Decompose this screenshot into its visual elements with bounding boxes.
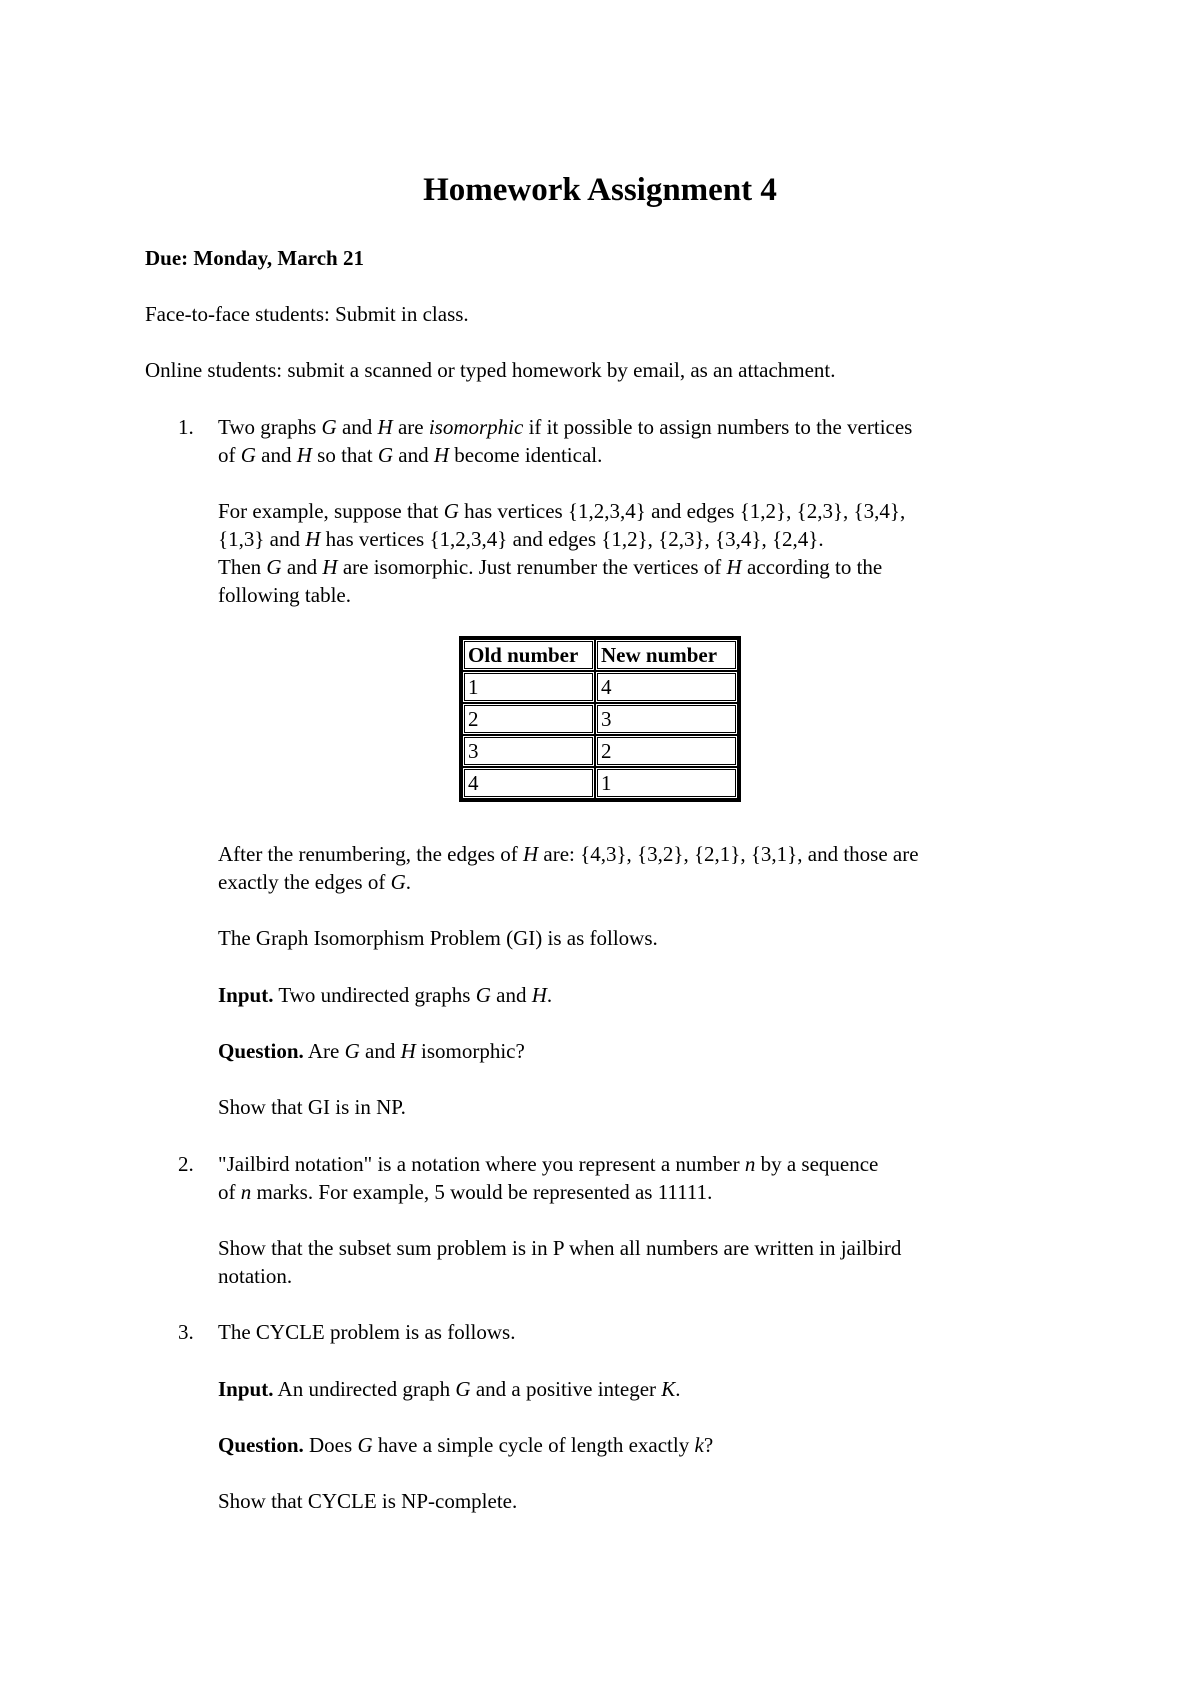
- q3-number: 3.: [178, 1320, 194, 1344]
- online-note: Online students: submit a scanned or typed homework by email, as an attachment.: [145, 358, 836, 382]
- q1-gi-intro: The Graph Isomorphism Problem (GI) is as follows.: [218, 926, 658, 950]
- q1-question: Question. Are G and H isomorphic?: [218, 1039, 525, 1063]
- face-to-face-note: Face-to-face students: Submit in class.: [145, 302, 469, 326]
- table-row: [462, 767, 738, 799]
- q1-line-1: Two graphs G and H are isomorphic if it possible to assign numbers to the vertices: [218, 415, 913, 439]
- due-date: Due: Monday, March 21: [145, 246, 364, 270]
- table-cell: 3: [462, 735, 595, 767]
- q3-line-1: The CYCLE problem is as follows.: [218, 1320, 516, 1344]
- q1-number: 1.: [178, 415, 194, 439]
- table-cell: 1: [595, 767, 738, 799]
- table-row: [462, 671, 738, 703]
- page-title: Homework Assignment 4: [423, 172, 777, 208]
- renumber-table: [459, 636, 741, 802]
- q1-task: Show that GI is in NP.: [218, 1095, 406, 1119]
- q3-input: Input. An undirected graph G and a positive integer K.: [218, 1377, 681, 1401]
- q1-after-line-2: exactly the edges of G.: [218, 870, 412, 894]
- q1-example-line-1: For example, suppose that G has vertices {1,2,3,4} and edges {1,2}, {2,3}, {3,4},: [218, 499, 906, 523]
- table-header-row: [462, 639, 738, 671]
- q3-task: Show that CYCLE is NP-complete.: [218, 1489, 518, 1513]
- table-cell: 1: [462, 671, 595, 703]
- table-cell: 3: [595, 703, 738, 735]
- q1-example-line-3: Then G and H are isomorphic. Just renumber the vertices of H according to the: [218, 555, 883, 579]
- q2-task-line-2: notation.: [218, 1264, 293, 1288]
- q1-input: Input. Two undirected graphs G and H.: [218, 983, 553, 1007]
- table-cell: 4: [595, 671, 738, 703]
- q2-task-line-1: Show that the subset sum problem is in P when all numbers are written in jailbird: [218, 1236, 902, 1260]
- q1-example-line-4: following table.: [218, 583, 351, 607]
- table-row: [462, 735, 738, 767]
- q1-after-line-1: After the renumbering, the edges of H are: {4,3}, {3,2}, {2,1}, {3,1}, and those are: [218, 842, 919, 866]
- q2-line-1: "Jailbird notation" is a notation where you represent a number n by a sequence: [218, 1152, 879, 1176]
- q2-line-2: of n marks. For example, 5 would be represented as 11111.: [218, 1180, 713, 1204]
- q1-line-2: of G and H so that G and H become identical.: [218, 443, 603, 467]
- table-row: [462, 703, 738, 735]
- table-header-new: New number: [595, 639, 738, 671]
- q1-example-line-2: {1,3} and H has vertices {1,2,3,4} and edges {1,2}, {2,3}, {3,4}, {2,4}.: [218, 527, 824, 551]
- q3-question: Question. Does G have a simple cycle of length exactly k?: [218, 1433, 714, 1457]
- table-cell: 4: [462, 767, 595, 799]
- table-header-old: Old number: [462, 639, 595, 671]
- table-cell: 2: [462, 703, 595, 735]
- q2-number: 2.: [178, 1152, 194, 1176]
- table-cell: 2: [595, 735, 738, 767]
